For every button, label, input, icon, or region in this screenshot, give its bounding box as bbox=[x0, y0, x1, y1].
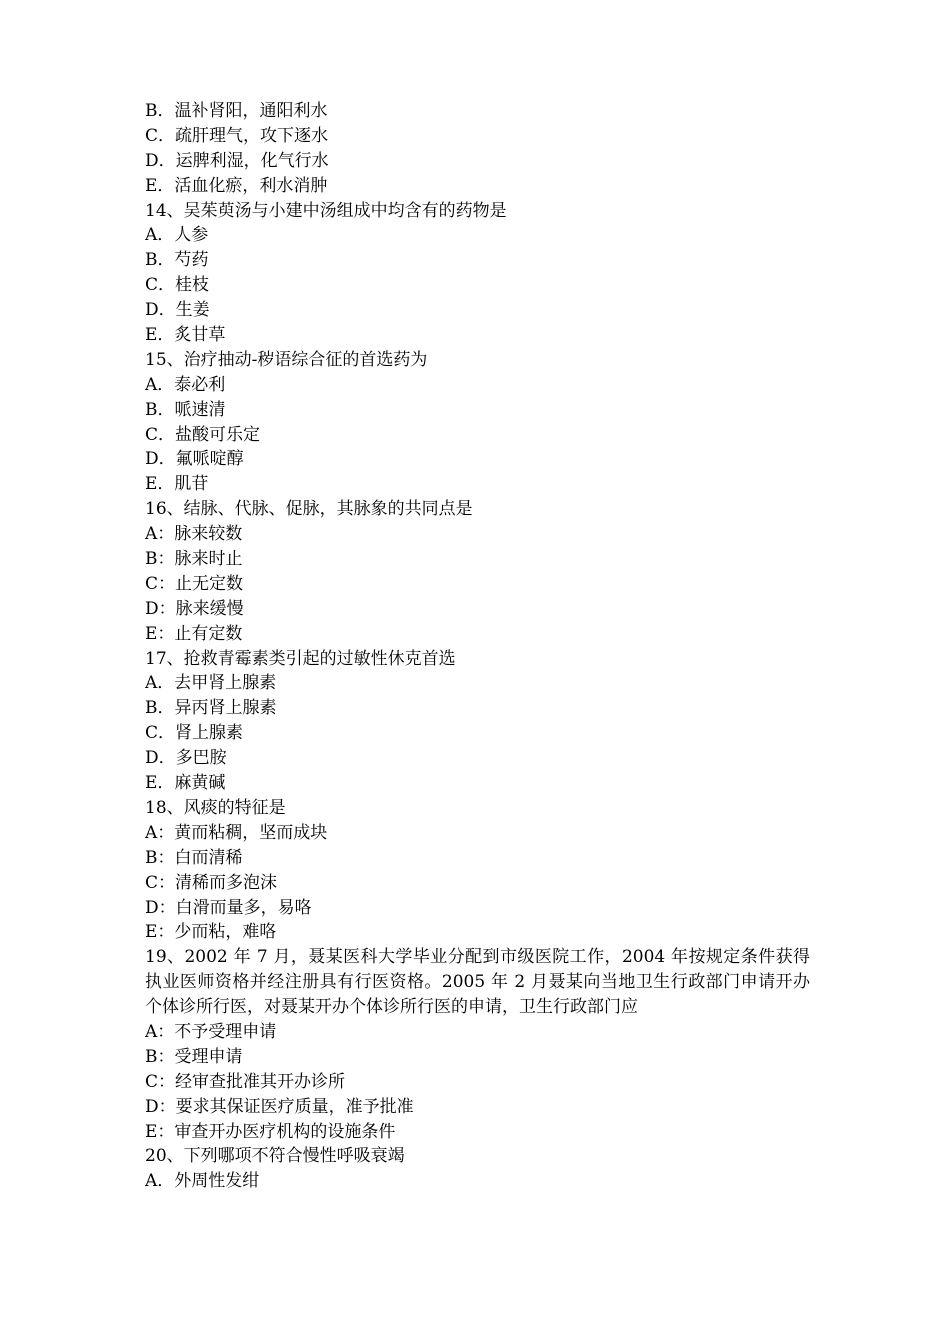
document-page bbox=[145, 99, 810, 1194]
question-stem: 19、2002 年 7 月，聂某医科大学毕业分配到市级医院工作，2004 年按规定条件获得执业医师资格并经注册具有行医资格。2005 年 2 月聂某向当地卫生行政部门申请开办个体诊所行医，对聂某开办个体诊所行医的申请，卫生行政部门应 bbox=[145, 947, 810, 1018]
answer-option: C．肾上腺素 bbox=[145, 723, 244, 744]
answer-option: A：脉来较数 bbox=[145, 524, 243, 545]
question-stem: 17、抢救青霉素类引起的过敏性休克首选 bbox=[145, 648, 456, 669]
question-stem: 14、吴茱萸汤与小建中汤组成中均含有的药物是 bbox=[145, 200, 507, 221]
answer-option: D：脉来缓慢 bbox=[145, 598, 244, 619]
question-stem: 15、治疗抽动-秽语综合征的首选药为 bbox=[145, 349, 428, 370]
answer-option: B．哌速清 bbox=[145, 399, 226, 420]
answer-option: A．人参 bbox=[145, 225, 209, 246]
answer-option: A：黄而粘稠，坚而成块 bbox=[145, 822, 328, 843]
answer-option: E．麻黄碱 bbox=[145, 773, 226, 794]
answer-option: C．桂枝 bbox=[145, 275, 210, 296]
answer-option: B．芍药 bbox=[145, 250, 209, 271]
answer-option: B：白而清稀 bbox=[145, 847, 243, 868]
answer-option: C．疏肝理气，攻下逐水 bbox=[145, 125, 329, 146]
answer-option: B：脉来时止 bbox=[145, 549, 243, 570]
answer-option: C：止无定数 bbox=[145, 573, 244, 594]
answer-option: E．炙甘草 bbox=[145, 325, 226, 346]
answer-option: E：少而粘，难咯 bbox=[145, 922, 277, 943]
answer-option: B：受理申请 bbox=[145, 1046, 243, 1067]
answer-option: D．氟哌啶醇 bbox=[145, 449, 244, 470]
answer-option: E：审查开办医疗机构的设施条件 bbox=[145, 1121, 396, 1142]
answer-option: C：经审查批准其开办诊所 bbox=[145, 1071, 346, 1092]
answer-option: B．温补肾阳，通阳利水 bbox=[145, 101, 328, 121]
answer-option: D．运脾利湿，化气行水 bbox=[145, 150, 329, 171]
answer-option: E：止有定数 bbox=[145, 623, 243, 644]
answer-option: D：要求其保证医疗质量，准予批准 bbox=[145, 1096, 414, 1117]
answer-option: D．生姜 bbox=[145, 300, 210, 321]
answer-option: E．活血化瘀，利水消肿 bbox=[145, 175, 328, 196]
answer-option: C：清稀而多泡沫 bbox=[145, 872, 278, 893]
answer-option: A：不予受理申请 bbox=[145, 1022, 277, 1042]
answer-option: C．盐酸可乐定 bbox=[145, 424, 261, 445]
answer-option: A．外周性发绀 bbox=[145, 1171, 260, 1192]
question-stem: 20、下列哪项不符合慢性呼吸衰竭 bbox=[145, 1146, 405, 1167]
answer-option: E．肌苷 bbox=[145, 474, 209, 495]
answer-option: B．异丙肾上腺素 bbox=[145, 698, 277, 719]
answer-option: D：白滑而量多，易咯 bbox=[145, 897, 312, 918]
answer-option: A．泰必利 bbox=[145, 374, 226, 395]
question-stem: 18、风痰的特征是 bbox=[145, 797, 286, 818]
answer-option: A．去甲肾上腺素 bbox=[145, 673, 277, 694]
answer-option: D．多巴胺 bbox=[145, 748, 227, 769]
question-stem: 16、结脉、代脉、促脉，其脉象的共同点是 bbox=[145, 499, 473, 520]
